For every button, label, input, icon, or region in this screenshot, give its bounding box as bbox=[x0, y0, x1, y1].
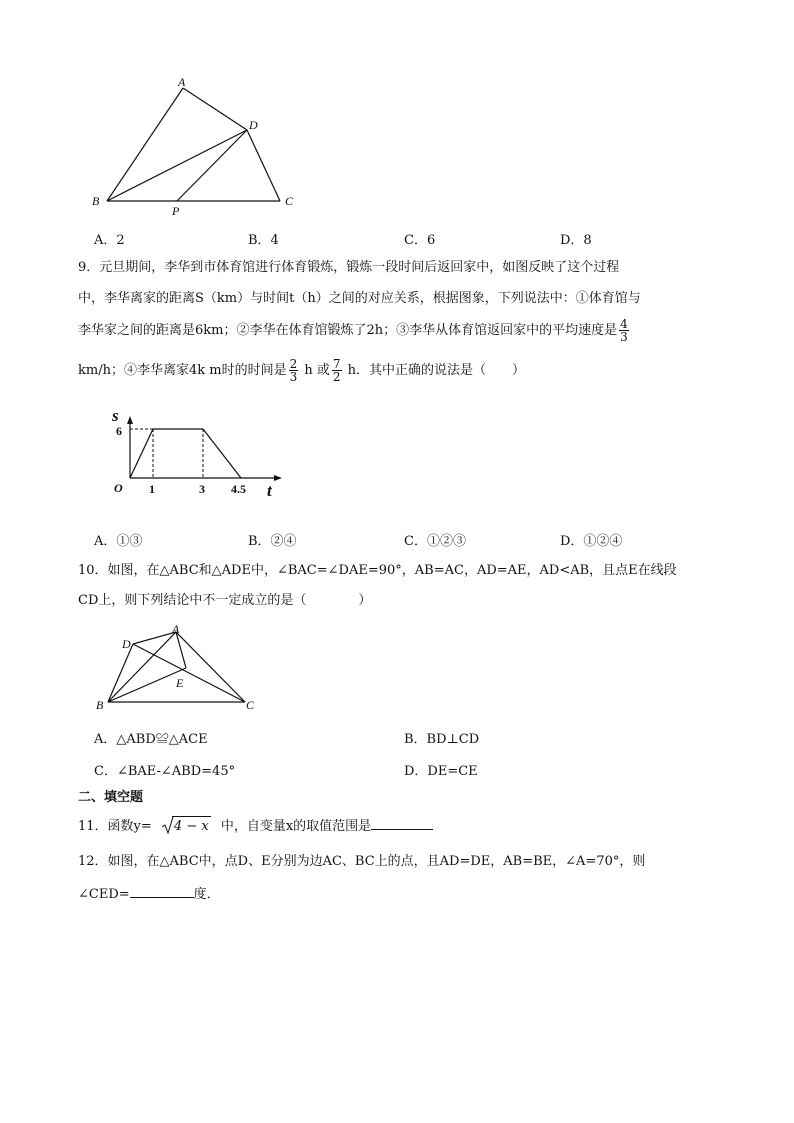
q9-graph-x-tick-1: 1 bbox=[149, 482, 155, 496]
q11-prefix: 11．函数y= bbox=[78, 819, 152, 834]
q8-label-d: D bbox=[249, 118, 258, 132]
q8-option-d: D．8 bbox=[560, 233, 592, 248]
q11-radicand: 4 − x bbox=[172, 816, 211, 837]
q10-label-e: E bbox=[176, 676, 184, 690]
q12-line-1: 12．如图，在△ABC中，点D、E分别为边AC、BC上的点，且AD=DE，AB=BE，∠A=70°，则 bbox=[78, 854, 646, 869]
q9-graph-origin: O bbox=[114, 481, 123, 495]
q11-sqrt-expression bbox=[162, 816, 211, 837]
q9-speed-numerator: 4 bbox=[620, 317, 628, 331]
q8-label-p: P bbox=[172, 204, 180, 218]
q9-line-4-b: h 或 bbox=[300, 363, 330, 378]
q9-graph-t-label: t bbox=[267, 481, 272, 500]
q12-line-2-a: ∠CED= bbox=[78, 887, 130, 902]
q8-triangle-figure bbox=[88, 74, 308, 220]
q9-time1-numerator: 2 bbox=[289, 357, 298, 371]
q10-label-a: A bbox=[172, 622, 180, 636]
q9-line-3 bbox=[78, 318, 631, 343]
q9-time2-fraction bbox=[332, 358, 342, 383]
q9-graph-s-label: s bbox=[112, 406, 119, 425]
q9-speed-fraction bbox=[619, 318, 629, 343]
q9-line-1: 9．元旦期间，李华到市体育馆进行体育锻炼，锻炼一段时间后返回家中，如图反映了这个过程 bbox=[78, 260, 620, 275]
q10-label-c: C bbox=[246, 698, 255, 712]
q10-option-c: C．∠BAE-∠ABD=45° bbox=[94, 764, 236, 779]
q9-line-4-a: km/h；④李华离家4k m时的时间是 bbox=[78, 363, 287, 378]
q9-graph-y-tick-6: 6 bbox=[116, 424, 122, 438]
q11-line bbox=[78, 815, 433, 837]
q11-suffix: 中，自变量x的取值范围是 bbox=[220, 819, 372, 834]
q9-graph-x-tick-4-5: 4.5 bbox=[231, 482, 246, 496]
q9-time1-denominator: 3 bbox=[289, 370, 298, 384]
q8-option-a: A．2 bbox=[94, 233, 125, 248]
q9-time1-fraction bbox=[289, 358, 299, 383]
q9-option-d: D．①②④ bbox=[560, 534, 623, 549]
q9-distance-time-graph bbox=[100, 404, 290, 500]
q9-speed-denominator: 3 bbox=[620, 330, 628, 344]
q12-line-2 bbox=[78, 883, 220, 905]
q9-option-b: B．②④ bbox=[248, 534, 297, 549]
q10-triangles-figure bbox=[90, 620, 270, 716]
q11-radical-sign bbox=[162, 816, 174, 834]
q9-line-4 bbox=[78, 358, 525, 383]
q9-line-2: 中，李华离家的距离S（km）与时间t（h）之间的对应关系，根据图象，下列说法中：①体育馆与 bbox=[78, 291, 641, 306]
q10-option-a: A．△ABD≌△ACE bbox=[94, 732, 208, 747]
q9-option-a: A．①③ bbox=[94, 534, 143, 549]
q8-label-a: A bbox=[178, 75, 186, 89]
q10-line-1: 10．如图，在△ABC和△ADE中，∠BAC=∠DAE=90°，AB=AC，AD=AE，AD<AB，且点E在线段 bbox=[78, 563, 677, 578]
q8-option-b: B．4 bbox=[248, 233, 279, 248]
q12-line-2-b: 度． bbox=[193, 887, 220, 902]
q9-graph-x-tick-3: 3 bbox=[199, 482, 205, 496]
q9-line-3-text: 李华家之间的距离是6km；②李华在体育馆锻炼了2h；③李华从体育馆返回家中的平均速度是 bbox=[78, 323, 618, 338]
q9-time2-numerator: 7 bbox=[332, 357, 341, 371]
q10-line-2: CD上，则下列结论中不一定成立的是（ ） bbox=[78, 593, 372, 608]
q10-option-d: D．DE=CE bbox=[404, 764, 478, 779]
section-fill-in-blank-heading: 二、填空题 bbox=[78, 790, 144, 805]
q8-option-c: C．6 bbox=[404, 233, 436, 248]
q10-option-b: B．BD⊥CD bbox=[404, 732, 480, 747]
q8-label-c: C bbox=[285, 194, 294, 208]
q10-label-b: B bbox=[96, 698, 104, 712]
q10-label-d: D bbox=[122, 637, 131, 651]
q9-line-4-c: h．其中正确的说法是（ ） bbox=[343, 363, 526, 378]
q9-time2-denominator: 2 bbox=[332, 370, 341, 384]
q11-answer-blank[interactable] bbox=[371, 815, 433, 830]
q12-answer-blank[interactable] bbox=[130, 883, 194, 898]
q9-option-c: C．①②③ bbox=[404, 534, 466, 549]
q8-label-b: B bbox=[92, 194, 100, 208]
